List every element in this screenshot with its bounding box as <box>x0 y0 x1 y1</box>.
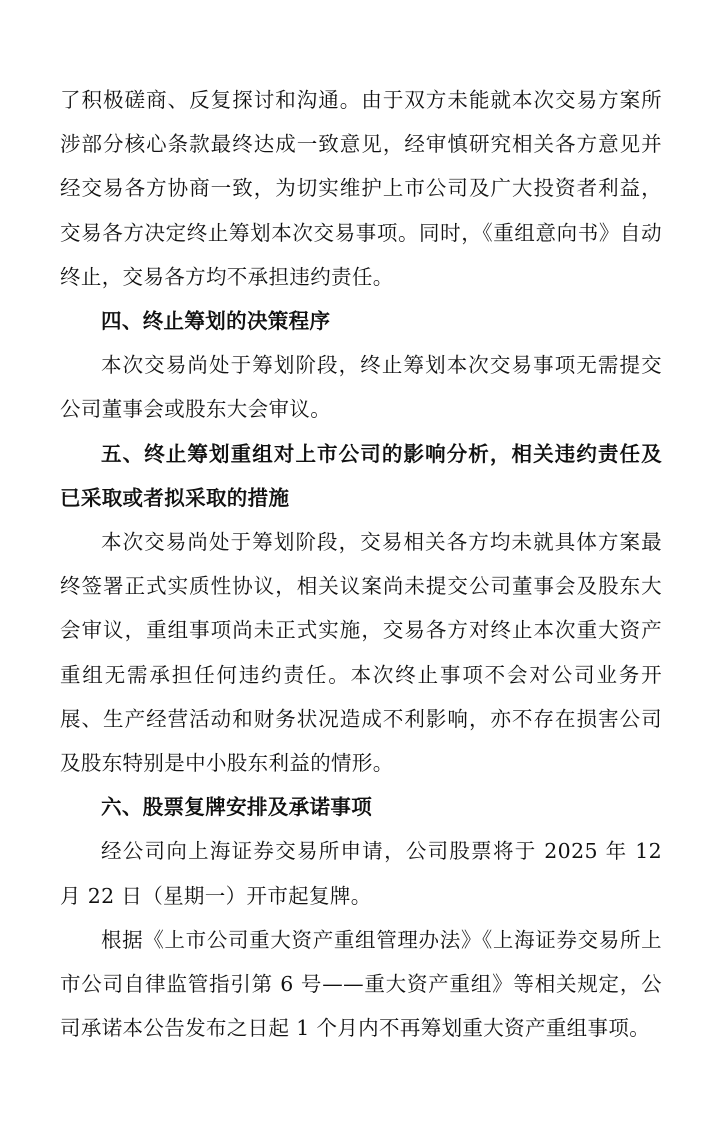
paragraph-termination-reason: 了积极磋商、反复探讨和沟通。由于双方未能就本次交易方案所涉部分核心条款最终达成一致意见，经审慎研究相关各方意见并经交易各方协商一致，为切实维护上市公司及广大投资者利益，交易各方决定终止筹划本次交易事项。同时，《重组意向书》自动终止，交易各方均不承担违约责任。 <box>60 88 662 289</box>
paragraph-trading-resumption: 经公司向上海证券交易所申请，公司股票将于 2025 年 12 月 22 日（星期一）开市起复牌。 <box>60 839 662 908</box>
section-heading-4: 四、终止筹划的决策程序 <box>101 309 331 334</box>
section-heading-5: 五、终止筹划重组对上市公司的影响分析，相关违约责任及已采取或者拟采取的措施 <box>60 441 662 510</box>
section-heading-6: 六、股票复牌安排及承诺事项 <box>101 795 373 820</box>
paragraph-decision-procedure: 本次交易尚处于筹划阶段，终止筹划本次交易事项无需提交公司董事会或股东大会审议。 <box>60 353 662 422</box>
paragraph-impact-analysis: 本次交易尚处于筹划阶段，交易相关各方均未就具体方案最终签署正式实质性协议，相关议案尚未提交公司董事会及股东大会审议，重组事项尚未正式实施，交易各方对终止本次重大资产重组无需承担任何违约责任。本次终止事项不会对公司业务开展、生产经营活动和财务状况造成不利影响，亦不存在损害公司及股东特别是中小股东利益的情形。 <box>60 530 662 776</box>
document-page <box>60 78 662 1050</box>
paragraph-commitment: 根据《上市公司重大资产重组管理办法》《上海证券交易所上市公司自律监管指引第 6 号——重大资产重组》等相关规定，公司承诺本公告发布之日起 1 个月内不再筹划重大资产重组事项。 <box>60 927 662 1041</box>
